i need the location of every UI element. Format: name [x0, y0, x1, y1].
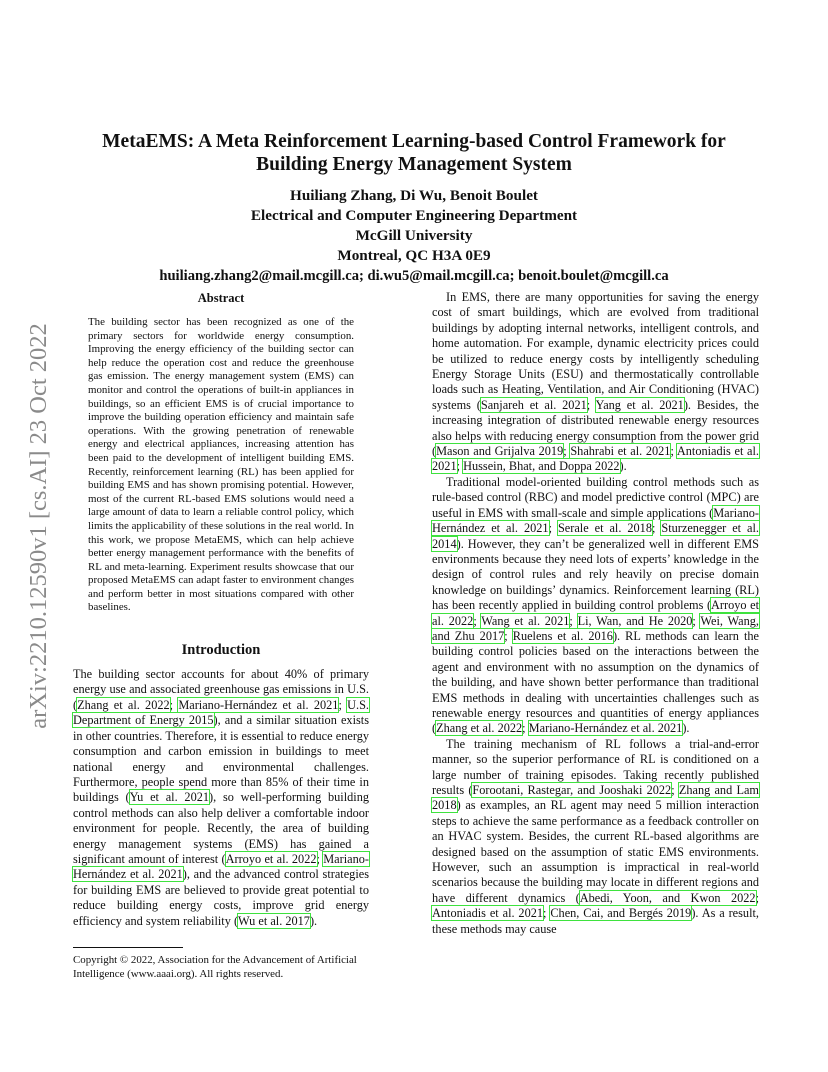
abstract-text: The building sector has been recognized as one of the primary sectors for worldwide energy consumption. Improving the energy efficiency of the building sector can help reduce the operation cost and reduce the greenhouse gas emission. The energy management system (EMS) can monitor and control the operations of built-in appliances in buildings, so an efficient EMS is of crucial importance to improve the building operation efficiency and maintain safe operations. With the growing penetration of renewable energy and electrical appliances, increasing attention has been paid to the development of intelligent building EMS. Recently, reinforcement learning (RL) has been applied for building EMS and has shown promising potential. However, most of the current RL-based EMS solutions would need a large amount of data to learn a reliable control policy, which limits the applicability of these solutions in the real world. In this work, we propose MetaEMS, which can help achieve better energy management performance with the benefits of RL and meta-learning. Experiment results showcase that our proposed MetaEMS can adapt faster to environment changes and perform better in most situations compared with other baselines.	[88, 316, 354, 614]
text-run: ), and the advanced control strategies for building EMS are believed to provide great potential to reduce building energy costs, improve grid energy efficiency and system reliability (	[73, 867, 369, 928]
citation-link[interactable]: Zhang et al. 2022	[436, 721, 523, 736]
separator: ;	[586, 397, 596, 412]
right-column	[432, 290, 759, 937]
separator: ;	[755, 890, 759, 905]
separator: ;	[692, 613, 701, 628]
text-run: ). As a result, these methods may cause	[432, 906, 759, 936]
citation-link[interactable]: Zhang and Lam 2018	[432, 783, 759, 813]
university: McGill University	[355, 227, 473, 244]
citation-link[interactable]: Hussein, Bhat, and Doppa 2022	[463, 459, 620, 474]
citation-link[interactable]: Mariano-Hernández et al. 2021	[528, 721, 683, 736]
copyright-footnote: Copyright © 2022, Association for the Advancement of Artificial Intelligence (www.aaai.org). All rights reserved.	[73, 953, 357, 980]
separator: ;	[316, 851, 324, 866]
body-paragraph	[432, 290, 759, 475]
body-paragraph	[432, 475, 759, 737]
citation-link[interactable]: Serale et al. 2018	[557, 521, 652, 536]
citation-link[interactable]: Mariano-Hernández et al. 2021	[73, 851, 370, 882]
citation-link[interactable]: Mariano-Hernández et al. 2021	[178, 697, 339, 712]
abstract-heading: Abstract	[197, 291, 245, 305]
citation-link[interactable]: Antoniadis et al. 2021	[432, 906, 544, 921]
arxiv-stamp: arXiv:2210.12590v1 [cs.AI] 23 Oct 2022	[25, 323, 52, 729]
separator: ;	[569, 613, 578, 628]
text-run: ).	[619, 459, 627, 474]
text-run: ) as examples, an RL agent may need 5 million interaction steps to achieve the same performance as a feedback controller on an HVAC system. Besides, the current RL-based algorithms are designed based on the assumption of static EMS environments. However, such an assumption is impractical in real-world scenarios because the building may locate in different regions and have different dynamics (	[432, 798, 759, 905]
text-run: The training mechanism of RL follows a trial-and-error manner, so the superior performance of RL is conditioned on a large number of training episodes. Taking recently published results (	[432, 736, 759, 797]
citation-link[interactable]: Abedi, Yoon, and Kwon 2022	[579, 890, 756, 905]
citation-link[interactable]: Wei, Wang, and Zhu 2017	[432, 613, 759, 643]
text-run: Traditional model-oriented building control methods such as rule-based control (RBC) and model predictive control (MPC) are useful in EMS with small-scale and simple applications (	[432, 474, 759, 520]
text-run: ).	[682, 721, 690, 736]
address: Montreal, QC H3A 0E9	[337, 247, 491, 264]
text-run: ), and a similar situation exists in other countries. Therefore, it is essential to reduce energy consumption and carbon emission in buildings to meet national energy and environmental challenges. Furthermore, people spend more than 85% of their time in buildings (	[73, 713, 369, 805]
separator: ;	[563, 444, 571, 459]
citation-link[interactable]: Wu et al. 2017	[238, 913, 310, 928]
paper-header	[0, 130, 828, 286]
separator: ;	[670, 444, 677, 459]
citation-link[interactable]: Ruelens et al. 2016	[512, 628, 613, 643]
separator: ;	[456, 459, 464, 474]
citation-link[interactable]: Zhang et al. 2022	[77, 697, 170, 712]
separator: ;	[671, 783, 679, 797]
citation-link[interactable]: Mason and Grijalva 2019	[436, 444, 564, 459]
citation-link[interactable]: Yang et al. 2021	[595, 397, 684, 412]
citation-link[interactable]: Yu et al. 2021	[129, 790, 210, 805]
introduction-heading: Introduction	[181, 642, 261, 659]
citation-link[interactable]: Forootani, Rastegar, and Jooshaki 2022	[472, 783, 672, 797]
separator: ;	[522, 721, 529, 736]
separator: ;	[651, 521, 662, 536]
text-run: ). Besides, the increasing integration of distributed renewable energy resources also helps with reducing energy consumption from the power grid (	[432, 397, 759, 459]
separator: ;	[543, 906, 551, 921]
text-run: The building sector accounts for about 40% of primary energy use and associated greenhouse gas emissions in U.S. (	[73, 667, 369, 712]
citation-link[interactable]: U.S. Department of Energy 2015	[73, 697, 369, 728]
citation-link[interactable]: Antoniadis et al. 2021	[432, 444, 759, 474]
citation-link[interactable]: Chen, Cai, and Bergés 2019	[550, 906, 692, 921]
body-paragraph	[432, 737, 759, 937]
text-run: ).	[309, 913, 318, 928]
citation-link[interactable]: Sturzenegger et al. 2014	[432, 521, 759, 551]
separator: ;	[548, 521, 558, 536]
author-list: Huiliang Zhang, Di Wu, Benoit Boulet	[290, 187, 538, 204]
separator: ;	[504, 628, 513, 643]
text-run: ). RL methods can learn the building control policies based on the interactions between the agent and environment with no assumption on the dynamics of the building, and have shown better performance than traditional EMS methods in dealing with uncertainties challenges such as renewable energy resources and quantities of energy appliances (	[432, 628, 759, 736]
left-column	[73, 290, 369, 981]
introduction-paragraph	[73, 667, 369, 929]
citation-link[interactable]: Li, Wan, and He 2020	[577, 613, 693, 628]
paper-title-line-2: Building Energy Management System	[256, 154, 572, 175]
author-emails: huiliang.zhang2@mail.mcgill.ca; di.wu5@mail.mcgill.ca; benoit.boulet@mcgill.ca	[159, 268, 669, 284]
separator: ;	[473, 613, 482, 628]
citation-link[interactable]: Sanjareh et al. 2021	[480, 397, 587, 412]
text-run: ). However, they can’t be generalized well in different EMS environments because they need lots of experts’ knowledge in the design of control rules and rely heavily on precise domain knowledge on buildings’ dynamics. Reinforcement learning (RL) has been recently applied in building control problems (	[432, 536, 759, 613]
citation-link[interactable]: Arroyo et al. 2022	[225, 851, 317, 866]
separator: ;	[338, 697, 348, 712]
citation-link[interactable]: Shahrabi et al. 2021	[570, 444, 671, 459]
separator: ;	[169, 697, 179, 712]
citation-link[interactable]: Mariano-Hernández et al. 2021	[432, 505, 759, 536]
citation-link[interactable]: Wang et al. 2021	[481, 613, 570, 628]
paper-title-line-1: MetaEMS: A Meta Reinforcement Learning-based Control Framework for	[102, 131, 726, 152]
footnote-divider	[73, 947, 183, 948]
text-run: ), so well-performing building control methods can also help deliver a comfortable indoor environment for people. Recently, the area of building energy management systems (EMS) has gained a significant amount of interest (	[73, 790, 369, 866]
citation-link[interactable]: Arroyo et al. 2022	[432, 598, 759, 628]
department: Electrical and Computer Engineering Department	[250, 207, 578, 224]
text-run: In EMS, there are many opportunities for saving the energy cost of smart buildings, which are evolved from traditional buildings by adopting internal networks, intelligent controls, and home automation. For example, dynamic electricity prices could be utilized to reduce energy costs by intelligently scheduling Energy Storage Units (ESU) and thermostatically controllable loads such as Heating, Ventilation, and Air Conditioning (HVAC) systems (	[432, 290, 759, 412]
